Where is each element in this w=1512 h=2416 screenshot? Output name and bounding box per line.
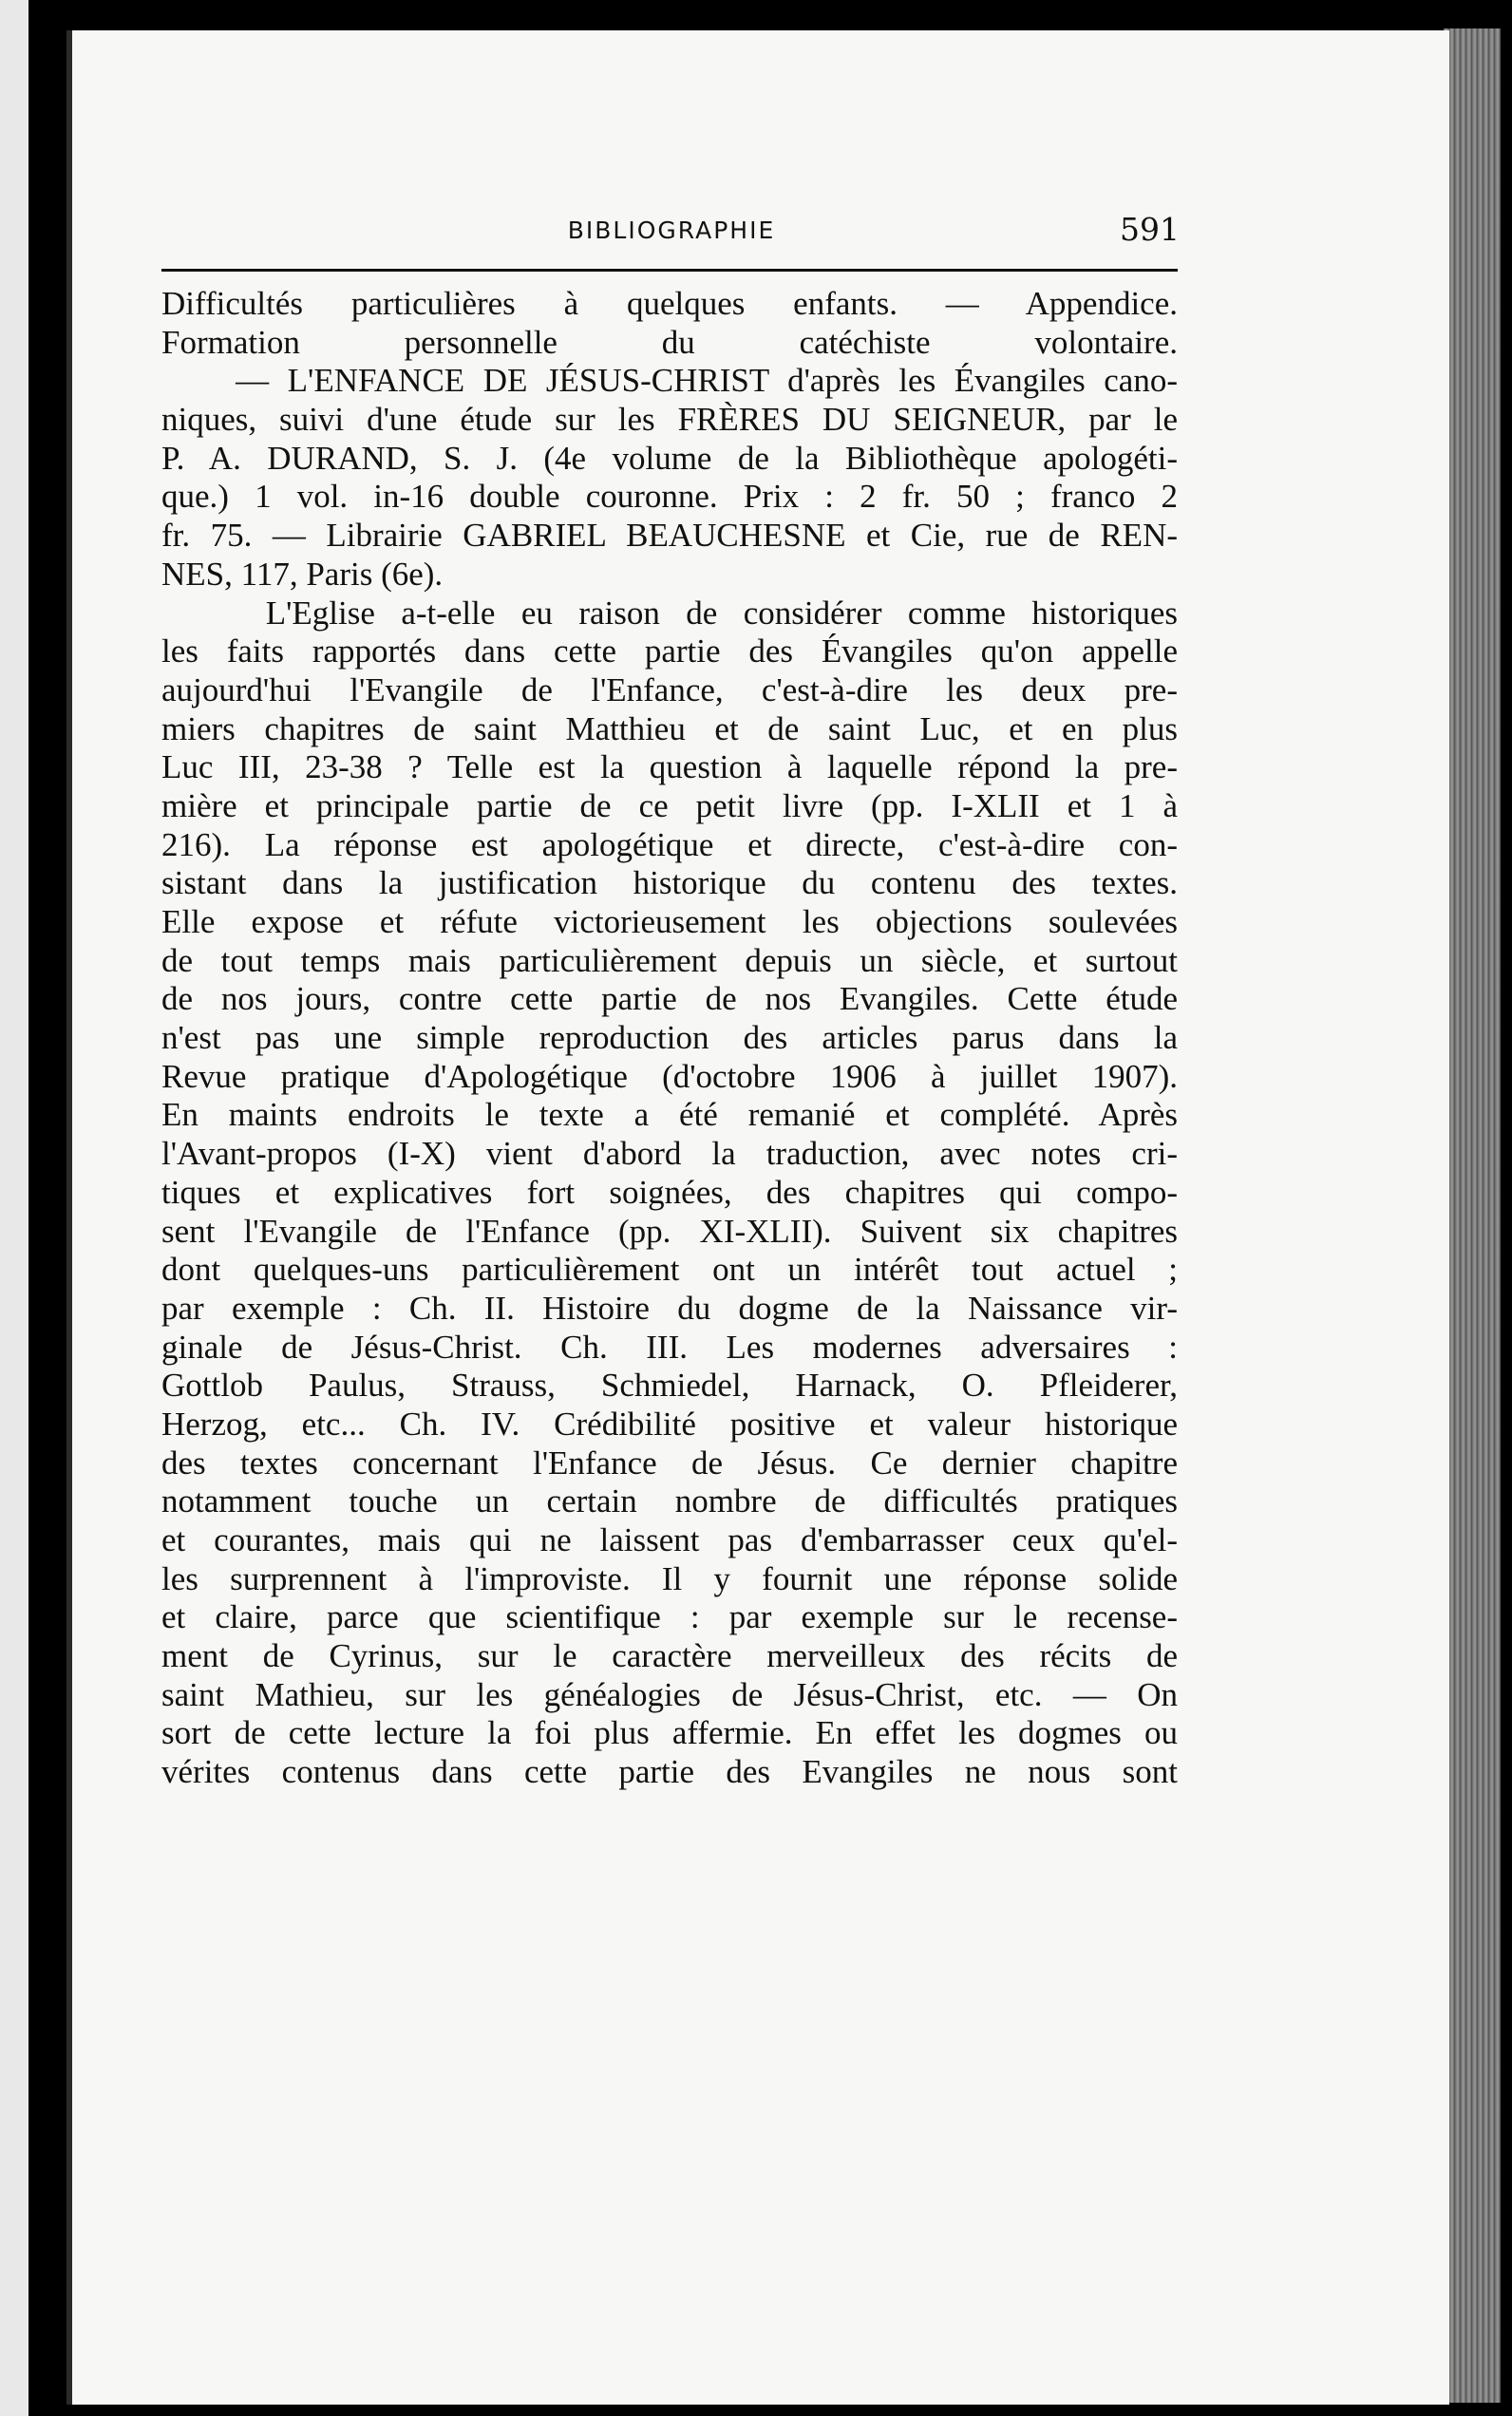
- text-line: vérites contenus dans cette partie des Evangiles ne nous sont: [161, 1753, 1178, 1791]
- text-line: NES, 117, Paris (6e).: [161, 555, 444, 593]
- text-line: Formation personnelle du catéchiste volontaire.: [161, 323, 1178, 361]
- text-line: les faits rapportés dans cette partie des Évangiles qu'on appelle: [161, 632, 1178, 670]
- text-line: sent l'Evangile de l'Enfance (pp. XI-XLII). Suivent six chapitres: [161, 1212, 1178, 1250]
- text-line: ginale de Jésus-Christ. Ch. III. Les modernes adversaires :: [161, 1328, 1178, 1366]
- text-line: Gottlob Paulus, Strauss, Schmiedel, Harnack, O. Pfleiderer,: [161, 1367, 1178, 1405]
- text-line: miers chapitres de saint Matthieu et de saint Luc, et en plus: [161, 709, 1178, 747]
- text-line: niques, suivi d'une étude sur les FRÈRES DU SEIGNEUR, par le: [161, 401, 1178, 439]
- text-line: et claire, parce que scientifique : par exemple sur le recense-: [161, 1598, 1178, 1636]
- scan-left-edge: [0, 0, 28, 2416]
- text-line: que.) 1 vol. in-16 double couronne. Prix : 2 fr. 50 ; franco 2: [161, 478, 1178, 516]
- text-line: ment de Cyrinus, sur le caractère merveilleux des récits de: [161, 1637, 1178, 1675]
- page-header: [163, 211, 1180, 255]
- text-line: des textes concernant l'Enfance de Jésus. Ce dernier chapitre: [161, 1444, 1178, 1482]
- body-text: [161, 285, 1178, 1792]
- text-line: et courantes, mais qui ne laissent pas d'embarrasser ceux qu'el-: [161, 1521, 1178, 1558]
- text-line: Luc III, 23-38 ? Telle est la question à laquelle répond la pre-: [161, 748, 1178, 786]
- text-line: les surprennent à l'improviste. Il y fournit une réponse solide: [161, 1559, 1178, 1597]
- text-line: Herzog, etc... Ch. IV. Crédibilité positive et valeur historique: [161, 1405, 1178, 1443]
- text-line: P. A. DURAND, S. J. (4e volume de la Bibliothèque apologéti-: [161, 439, 1178, 477]
- text-line: Difficultés particulières à quelques enfants. — Appendice.: [161, 285, 1178, 322]
- text-line: Revue pratique d'Apologétique (d'octobre 1906 à juillet 1907).: [161, 1057, 1178, 1095]
- text-line: En maints endroits le texte a été remanié et complété. Après: [161, 1096, 1178, 1134]
- book-page-edges: [1444, 28, 1501, 2403]
- text-line: aujourd'hui l'Evangile de l'Enfance, c'est-à-dire les deux pre-: [161, 670, 1178, 708]
- text-line: sort de cette lecture la foi plus affermie. En effet les dogmes ou: [161, 1714, 1178, 1752]
- text-line: tiques et explicatives fort soignées, des chapitres qui compo-: [161, 1173, 1178, 1211]
- page-number: 591: [1120, 211, 1180, 248]
- text-line: sistant dans la justification historique du contenu des textes.: [161, 864, 1178, 902]
- text-line: n'est pas une simple reproduction des articles parus dans la: [161, 1019, 1178, 1057]
- text-line: dont quelques-uns particulièrement ont un intérêt tout actuel ;: [161, 1251, 1178, 1289]
- text-line: de nos jours, contre cette partie de nos Evangiles. Cette étude: [161, 980, 1178, 1018]
- text-line: 216). La réponse est apologétique et directe, c'est-à-dire con-: [161, 825, 1178, 863]
- text-line: mière et principale partie de ce petit livre (pp. I-XLII et 1 à: [161, 786, 1178, 824]
- text-line: L'Eglise a-t-elle eu raison de considérer comme historiques: [161, 594, 1178, 632]
- text-line: saint Mathieu, sur les généalogies de Jésus-Christ, etc. — On: [161, 1675, 1178, 1713]
- text-line: l'Avant-propos (I-X) vient d'abord la traduction, avec notes cri-: [161, 1135, 1178, 1173]
- text-line: Elle expose et réfute victorieusement les objections soulevées: [161, 903, 1178, 940]
- header-rule: [161, 269, 1178, 272]
- running-title: BIBLIOGRAPHIE: [567, 217, 776, 244]
- text-line: fr. 75. — Librairie GABRIEL BEAUCHESNE et Cie, rue de REN-: [161, 517, 1178, 555]
- text-line: — L'ENFANCE DE JÉSUS-CHRIST d'après les Évangiles cano-: [161, 362, 1178, 400]
- text-line: par exemple : Ch. II. Histoire du dogme de la Naissance vir-: [161, 1289, 1178, 1327]
- text-line: de tout temps mais particulièrement depuis un siècle, et surtout: [161, 941, 1178, 979]
- text-line: notamment touche un certain nombre de difficultés pratiques: [161, 1482, 1178, 1520]
